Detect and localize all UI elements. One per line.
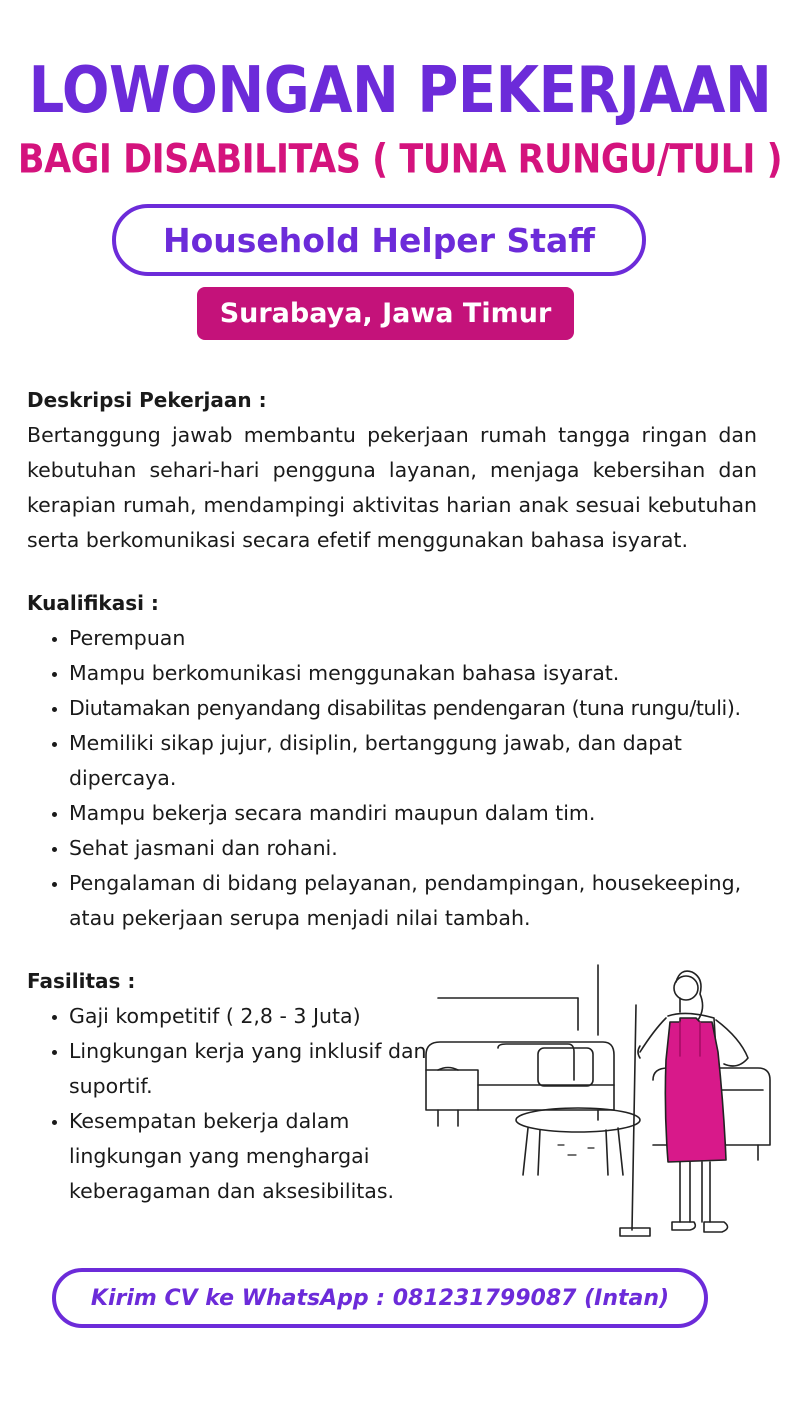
list-item: • Pengalaman di bidang pelayanan, pendampingan, housekeeping, atau pekerjaan serupa menjadi nilai tambah.: [69, 866, 757, 936]
list-item: • Kesempatan bekerja dalam lingkungan yang menghargai keberagaman dan aksesibilitas.: [69, 1104, 429, 1209]
list-item: • Sehat jasmani dan rohani.: [69, 831, 757, 866]
list-item: • Mampu bekerja secara mandiri maupun dalam tim.: [69, 796, 757, 831]
description-section: [27, 383, 757, 558]
list-item: • Lingkungan kerja yang inklusif dan suportif.: [69, 1034, 429, 1104]
list-item: • Gaji kompetitif ( 2,8 - 3 Juta): [69, 999, 429, 1034]
facilities-list: [27, 999, 429, 1209]
page-title: LOWONGAN PEKERJAAN: [28, 53, 772, 128]
list-item: • Mampu berkomunikasi menggunakan bahasa isyarat.: [69, 656, 757, 691]
list-item: • Perempuan: [69, 621, 757, 656]
description-text: Bertanggung jawab membantu pekerjaan rumah tangga ringan dan kebutuhan sehari-hari pengguna layanan, menjaga kebersihan dan kerapian rumah, mendampingi aktivitas harian anak sesuai kebutuhan serta berkomunikasi secara efetif menggunakan bahasa isyarat.: [27, 423, 757, 552]
qualifications-list: [27, 621, 757, 936]
description-heading: Deskripsi Pekerjaan :: [27, 388, 267, 412]
facilities-heading: Fasilitas :: [27, 969, 136, 993]
list-item: • Diutamakan penyandang disabilitas pendengaran (tuna rungu/tuli).: [69, 691, 757, 726]
qualifications-heading: Kualifikasi :: [27, 591, 159, 615]
housekeeper-with-mop-illustration: [418, 960, 778, 1250]
qualifications-section: [27, 586, 757, 936]
contact-pill[interactable]: Kirim CV ke WhatsApp : 081231799087 (Intan): [52, 1268, 708, 1328]
location-badge: Surabaya, Jawa Timur: [197, 287, 574, 340]
role-pill: Household Helper Staff: [112, 204, 646, 276]
page-subtitle: BAGI DISABILITAS ( TUNA RUNGU/TULI ): [17, 137, 783, 183]
list-item: • Memiliki sikap jujur, disiplin, bertanggung jawab, dan dapat dipercaya.: [69, 726, 757, 796]
